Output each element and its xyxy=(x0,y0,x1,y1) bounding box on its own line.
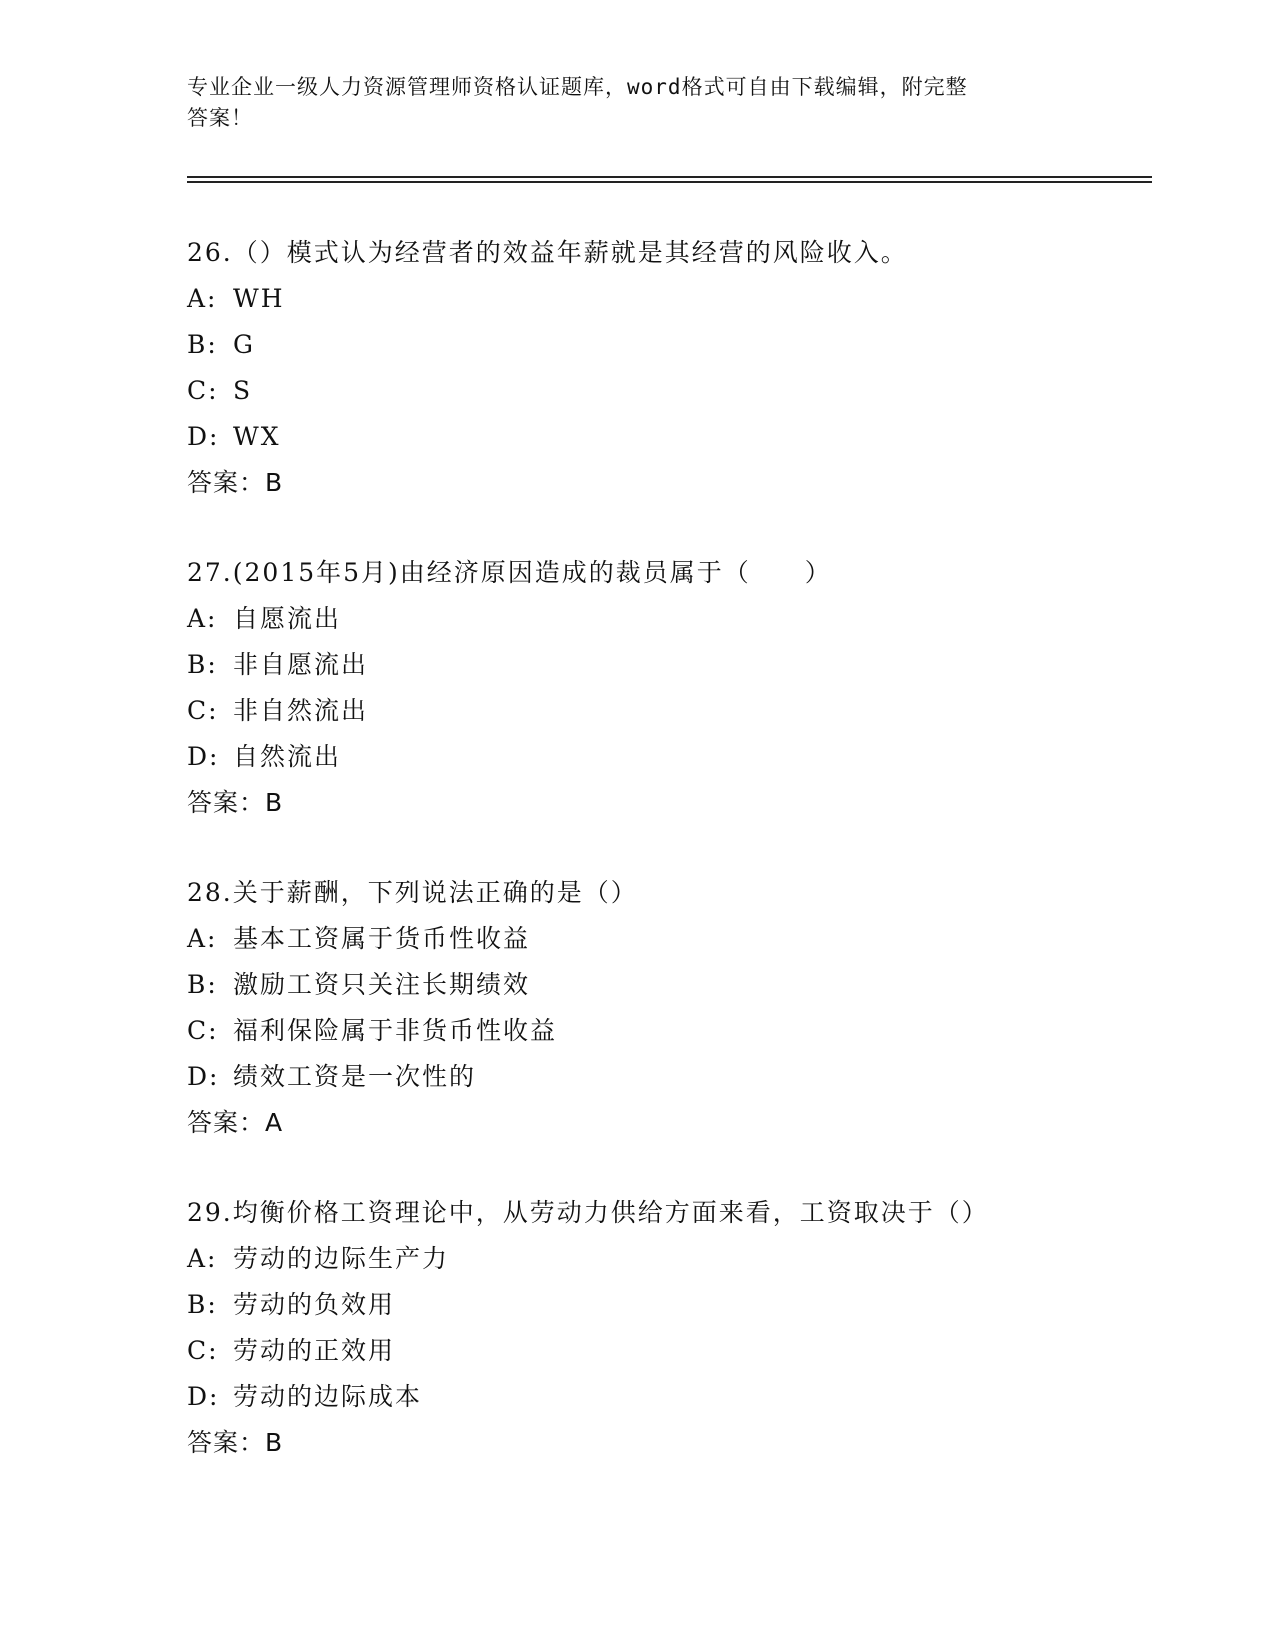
option-letter: C: xyxy=(187,1016,219,1045)
header-note-line: 专业企业一级人力资源管理师资格认证题库，word格式可自由下载编辑，附完整 xyxy=(187,75,968,99)
question-26 xyxy=(187,230,1147,506)
option-text: S xyxy=(233,376,253,405)
answer: 答案：B xyxy=(187,1428,284,1457)
option-letter: B: xyxy=(187,330,218,359)
option-letter: A: xyxy=(187,604,218,633)
option-text: 自然流出 xyxy=(233,742,342,771)
header-note xyxy=(187,72,1067,134)
option-text: 非自然流出 xyxy=(233,696,369,725)
option-c xyxy=(187,1328,1147,1374)
option-letter: C: xyxy=(187,1336,219,1365)
option-letter: C: xyxy=(187,696,219,725)
option-c xyxy=(187,1008,1147,1054)
option-letter: D: xyxy=(187,1382,220,1411)
question-27 xyxy=(187,550,1147,826)
option-a xyxy=(187,1236,1147,1282)
option-letter: D: xyxy=(187,1062,220,1091)
option-text: 激励工资只关注长期绩效 xyxy=(233,970,531,999)
option-a xyxy=(187,916,1147,962)
option-text: 绩效工资是一次性的 xyxy=(233,1062,477,1091)
answer: 答案：B xyxy=(187,788,284,817)
answer: 答案：B xyxy=(187,468,284,497)
header-divider xyxy=(187,176,1152,178)
header-note-line: 答案！ xyxy=(187,106,253,130)
option-letter: A: xyxy=(187,284,218,313)
option-b xyxy=(187,642,1147,688)
option-d xyxy=(187,734,1147,780)
option-letter: D: xyxy=(187,742,220,771)
option-c xyxy=(187,368,1147,414)
option-letter: B: xyxy=(187,650,218,679)
option-letter: B: xyxy=(187,970,218,999)
option-text: 福利保险属于非货币性收益 xyxy=(233,1016,558,1045)
option-letter: A: xyxy=(187,924,218,953)
option-letter: C: xyxy=(187,376,219,405)
question-28 xyxy=(187,870,1147,1146)
option-text: G xyxy=(233,330,255,359)
option-d xyxy=(187,1054,1147,1100)
option-letter: A: xyxy=(187,1244,218,1273)
option-b xyxy=(187,962,1147,1008)
option-d xyxy=(187,414,1147,460)
option-text: 自愿流出 xyxy=(233,604,342,633)
option-d xyxy=(187,1374,1147,1420)
option-text: WX xyxy=(233,422,281,451)
option-text: WH xyxy=(233,284,285,313)
question-title: 26.（）模式认为经营者的效益年薪就是其经营的风险收入。 xyxy=(187,238,908,267)
option-text: 劳动的负效用 xyxy=(233,1290,396,1319)
option-a xyxy=(187,596,1147,642)
option-a xyxy=(187,276,1147,322)
option-text: 劳动的边际成本 xyxy=(233,1382,423,1411)
option-b xyxy=(187,1282,1147,1328)
option-b xyxy=(187,322,1147,368)
question-title: 27.(2015年5月)由经济原因造成的裁员属于（ ） xyxy=(187,558,832,587)
option-letter: B: xyxy=(187,1290,218,1319)
header-divider xyxy=(187,181,1152,183)
answer: 答案：A xyxy=(187,1108,284,1137)
question-title: 28.关于薪酬，下列说法正确的是（） xyxy=(187,878,638,907)
option-c xyxy=(187,688,1147,734)
option-text: 劳动的正效用 xyxy=(233,1336,396,1365)
option-text: 劳动的边际生产力 xyxy=(233,1244,450,1273)
option-text: 基本工资属于货币性收益 xyxy=(233,924,531,953)
question-title: 29.均衡价格工资理论中，从劳动力供给方面来看，工资取决于（） xyxy=(187,1198,989,1227)
option-letter: D: xyxy=(187,422,220,451)
question-29 xyxy=(187,1190,1147,1466)
option-text: 非自愿流出 xyxy=(233,650,369,679)
